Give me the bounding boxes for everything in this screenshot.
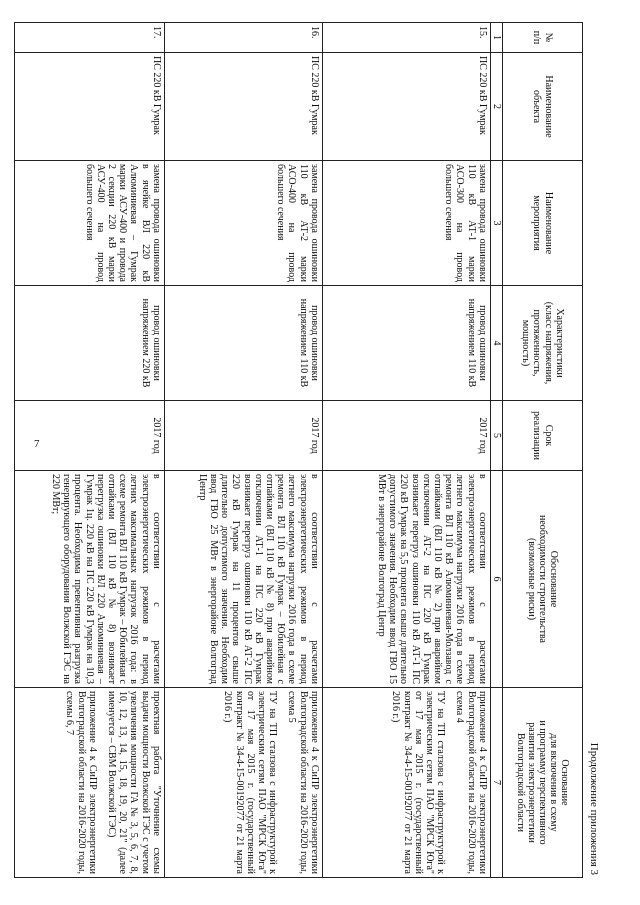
row-number: 17. [14,23,164,53]
basis-note: приложение 4 к СиПР электроэнергетики Волгоградской области на 2016-2020 годы, схемы 6, 7 [64,691,98,874]
term-text: 2017 год [322,401,490,471]
object-name: ПС 220 кВ Гумрак [14,53,164,161]
header-term: Срок реализации [503,401,583,471]
column-number: 6 [490,471,502,688]
column-number: 3 [490,161,502,286]
header-num: № п/п [503,23,583,53]
header-row [503,23,583,878]
basis-note: ТУ на ТП сталзова с инфраструктурой к электрическим сетям ПАО "МРСК Юга" от 17 мая 2015 г. (государственный контракт № 34-4-15-00192077 от 21 марта 2016 г.) [390,691,447,874]
term-text: 2017 год [164,401,322,471]
basis-note: ТУ на ТП сталзова с инфраструктурой к электрическим сетям ПАО "МРСК Юга" от 17 мая 2015 г. (государственный контракт № 34-4-15-00192077 от 21 марта 2016 г.) [222,691,279,874]
term-text: 2017 год [14,401,164,471]
column-number: 5 [490,401,502,471]
basis-text: приложение 4 к СиПР электроэнергетики Волгоградской области на 2016-2020 годы, схема 5 [286,691,320,874]
column-number: 7 [490,688,502,878]
basis-cell [164,688,322,878]
header-justification: Обоснование необходимости строительства (возможные риски) [503,471,583,688]
object-name: ПС 220 кВ Гумрак [322,53,490,161]
table-row [14,23,164,878]
measure-text: замена провода ошиновки в ячейке ВЛ 220 кВ Алюминиевая – Гумрак марки АСУ-400 и провода 2 секции 220 кВ марки АСУ-400 на провод большего сечения [14,161,164,286]
measures-table [14,22,583,878]
header-basis: Основание для включения в схему и программу перспективного развития электроэнергетики Волгоградской области [503,688,583,878]
measure-text: замена провода ошиновки 110 кВ АТ-1 марки АСО-300 на провод большего сечения [322,161,490,286]
column-number-row [490,23,502,878]
measure-text: замена провода ошиновки 110 кВ АТ-2 марки АСО-400 на провод большего сечения [164,161,322,286]
specs-text: провод ошиновки напряжением 220 кВ [14,286,164,401]
justification-text: в соответствии с расчетами электроэнергетических режимов в период летних максимальных нагрузок 2016 года: в схеме ремонта ВЛ 110 кВ Гумрак – Юбилейная с отпайками (ВЛ 110 кВ № 8) возникает перегрузка ошиновки ВЛ 220 Алюминиевая – Гумрак 1ц. 220 кВ на ПС 220 кВ Гумрак на 10,3 процента. Необходима превентивная разгрузка генерирующего оборудования Волжской ГЭС на 220 МВт; [14,471,164,688]
header-object: Наименование объекта [503,53,583,161]
specs-text: провод ошиновки напряжением 110 кВ [164,286,322,401]
table-row [322,23,490,878]
page-number: 7 [34,438,40,450]
row-number: 16. [164,23,322,53]
row-number: 15. [322,23,490,53]
column-number: 1 [490,23,502,53]
header-specs: Характеристики (класс напряжения, протяженность, мощность) [503,286,583,401]
table-row [164,23,322,878]
column-number: 4 [490,286,502,401]
header-measure: Наименование мероприятия [503,161,583,286]
basis-cell [14,688,164,878]
object-name: ПС 220 кВ Гумрак [164,53,322,161]
basis-cell [322,688,490,878]
justification-text: в соответствии с расчетами электроэнергетических режимов в период летнего максимума нагрузки 2016 года в схеме ремонта ВЛ 110 кВ Гумрак – Юбилейная с отпайками (ВЛ 110 кВ № 8) при аварийном отключении АТ-1 на ПС 220 кВ Гумрак возникает перегруз ошиновки 110 кВ АТ-2 ПС 220 кВ Гумрак на 11 процентов свыше длительно допустимого значения. Необходим ввод ГВО 25 МВт в энергорайоне Волгоград Центр [164,471,322,688]
column-number: 2 [490,53,502,161]
basis-text: приложение 4 к СиПР электроэнергетики Волгоградской области на 2016-2020 годы, схема 4 [454,691,488,874]
justification-text: в соответствии с расчетами электроэнергетических режимов в период летнего максимума нагрузки 2016 года в схеме ремонта ВЛ 110 кВ Алюминиевая-Молзавод с отпайками (ВЛ 110 кВ № 2) при аварийном отключении АТ-2 на ПС 220 кВ Гумрак возникает перегруз ошиновки 110 кВ АТ-1 ПС 220 кВ Гумрак на 5,5 процента свыше длительно допустимого значения. Необходим ввод ГВО 15 МВт в энергорайоне Волгоград Центр [322,471,490,688]
specs-text: провод ошиновки напряжением 110 кВ [322,286,490,401]
appendix-caption: Продолжение приложения 3 [588,742,600,875]
basis-text: проектная работа "Уточнение схемы выдачи мощности Волжской ГЭС с учетом увеличения мощности ГА № 3, 5, 6, 7, 8, 10, 12, 13, 14, 15, 18, 19, 20, 21" (далее именуется – СВМ Волжской ГЭС) [106,691,162,874]
